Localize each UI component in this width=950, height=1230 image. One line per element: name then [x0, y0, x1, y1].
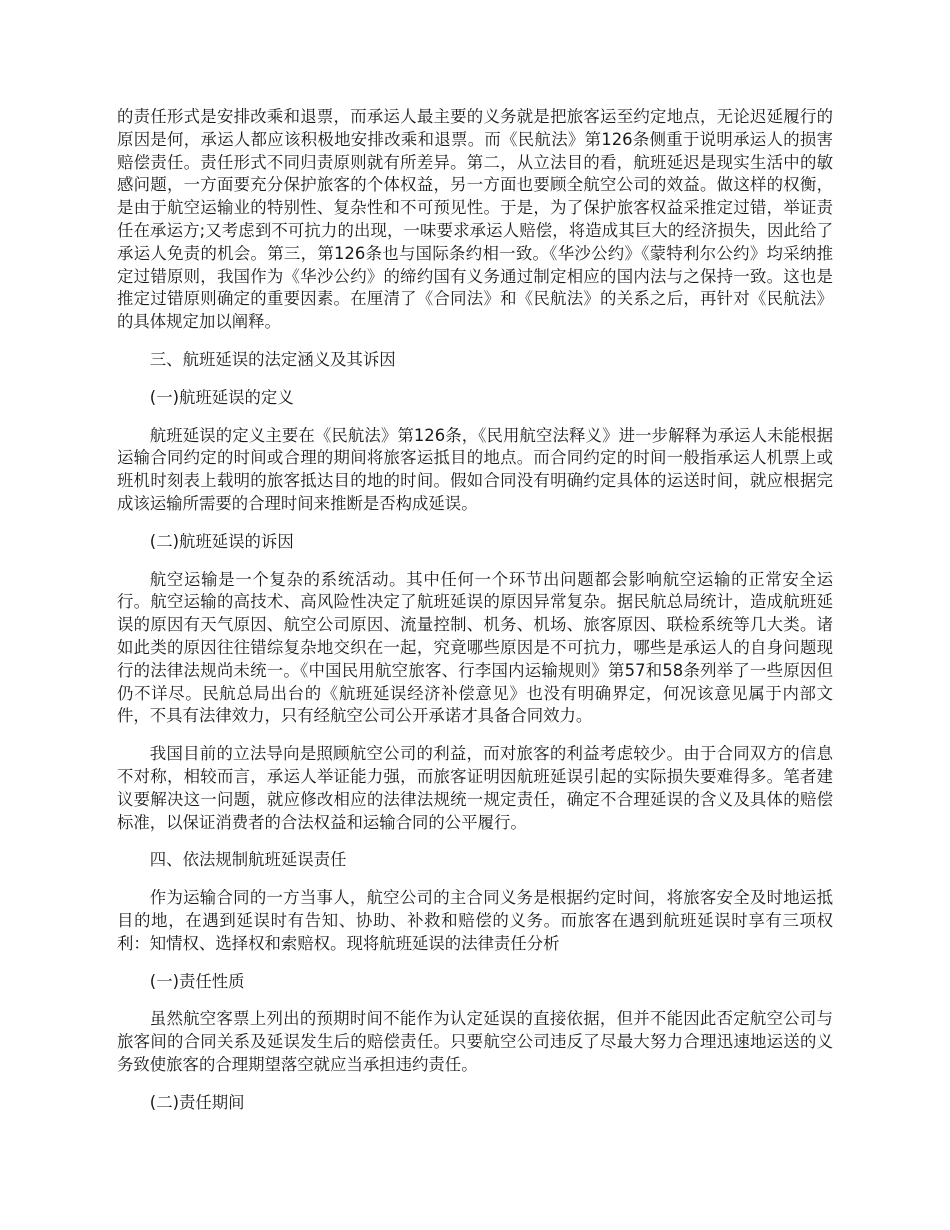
section-heading-3: 三、航班延误的法定涵义及其诉因: [149, 349, 396, 369]
paragraph-obligations: 作为运输合同的一方当事人，航空公司的主合同义务是根据约定时间，将旅客安全及时地运抵目的地，在遇到延误时有告知、协助、补救和赔偿的义务。而旅客在遇到航班延误时享有三项权利：知情权、选择权和索赔权。现将航班延误的法律责任分析: [117, 888, 833, 953]
paragraph-causes: 航空运输是一个复杂的系统活动。其中任何一个环节出问题都会影响航空运输的正常安全运行。航空运输的高技术、高风险性决定了航班延误的原因异常复杂。据民航总局统计，造成航班延误的原因有天气原因、航空公司原因、流量控制、机务、机场、旅客原因、联检系统等几大类。诸如此类的原因往往错综复杂地交织在一起，究竟哪些原因是不可抗力，哪些是承运人的自身问题现行的法律法规尚未统一。《中国民用航空旅客、行李国内运输规则》第57和58条列举了一些原因但仍不详尽。民航总局出台的《航班延误经济补偿意见》也没有明确界定，何况该意见属于内部文件，不具有法律效力，只有经航空公司公开承诺才具备合同效力。: [117, 569, 833, 726]
paragraph-definition: 航班延误的定义主要在《民航法》第126条，《民用航空法释义》进一步解释为承运人未能根据运输合同约定的时间或合理的期间将旅客运抵目的地点。而合同约定的时间一般指承运人机票上或班机时刻表上载明的旅客抵达目的地的时间。假如合同没有明确约定具体的运送时间，就应根据完成该运输所需要的合理时间来推断是否构成延误。: [117, 425, 833, 513]
paragraph-nature: 虽然航空客票上列出的预期时间不能作为认定延误的直接依据，但并不能因此否定航空公司与旅客间的合同关系及延误发生后的赔偿责任。只要航空公司违反了尽最大努力合理迅速地运送的义务致使旅客的合理期望落空就应当承担违约责任。: [117, 1009, 833, 1074]
subsection-heading-definition: (一)航班延误的定义: [149, 387, 294, 407]
section-heading-4: 四、依法规制航班延误责任: [149, 850, 347, 870]
document-body: [117, 106, 833, 1129]
paragraph-legislation: 我国目前的立法导向是照顾航空公司的利益，而对旅客的利益考虑较少。由于合同双方的信息不对称，相较而言，承运人举证能力强，而旅客证明因航班延误引起的实际损失要难得多。笔者建议要解决这一问题，就应修改相应的法律法规统一规定责任，确定不合理延误的含义及具体的赔偿标准，以保证消费者的合法权益和运输合同的公平履行。: [117, 744, 833, 832]
subsection-heading-nature: (一)责任性质: [149, 971, 245, 991]
subsection-heading-causes: (二)航班延误的诉因: [149, 531, 294, 551]
subsection-heading-period: (二)责任期间: [149, 1092, 245, 1112]
paragraph-liability-form: 的责任形式是安排改乘和退票，而承运人最主要的义务就是把旅客运至约定地点，无论迟延履行的原因是何，承运人都应该积极地安排改乘和退票。而《民航法》第126条侧重于说明承运人的损害赔偿责任。责任形式不同归责原则就有所差异。第二，从立法目的看，航班延迟是现实生活中的敏感问题，一方面要充分保护旅客的个体权益，另一方面也要顾全航空公司的效益。做这样的权衡，是由于航空运输业的特别性、复杂性和不可预见性。于是，为了保护旅客权益采推定过错，举证责任在承运方;又考虑到不可抗力的出现，一味要求承运人赔偿，将造成其巨大的经济损失，因此给了承运人免责的机会。第三，第126条也与国际条约相一致。《华沙公约》《蒙特利尔公约》均采纳推定过错原则，我国作为《华沙公约》的缔约国有义务通过制定相应的国内法与之保持一致。这也是推定过错原则确定的重要因素。在厘清了《合同法》和《民航法》的关系之后，再针对《民航法》的具体规定加以阐释。: [117, 107, 833, 332]
